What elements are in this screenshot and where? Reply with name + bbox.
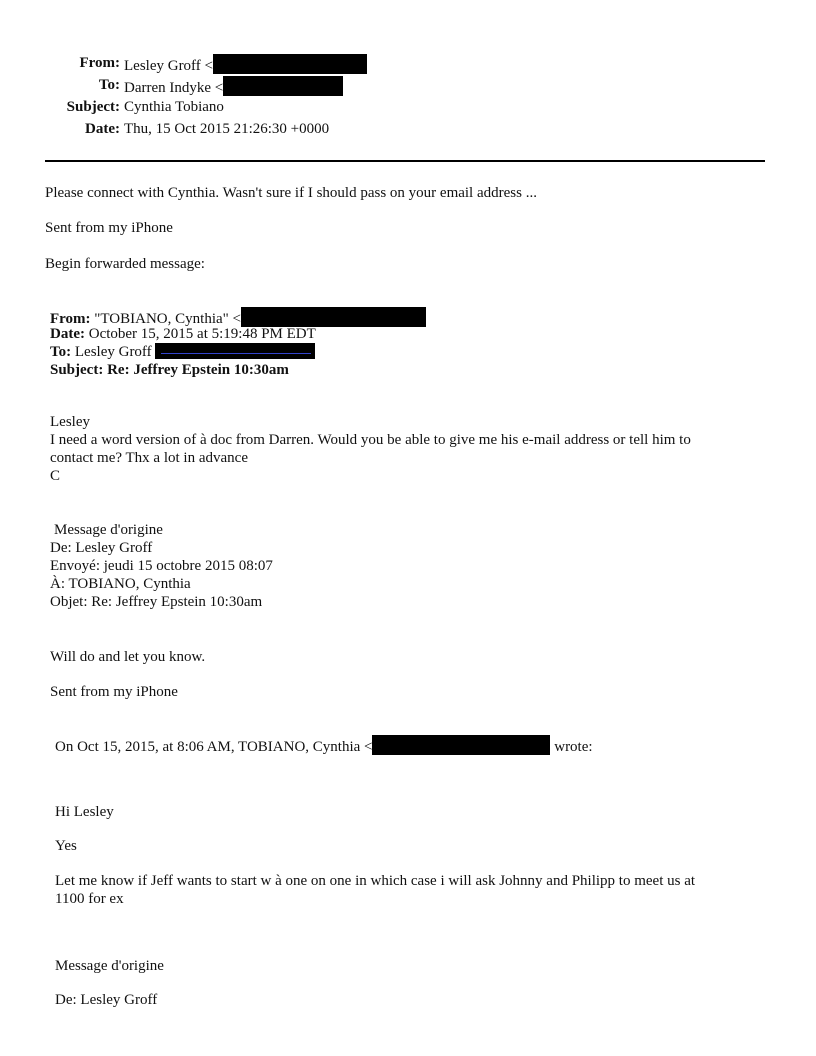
to-text: Darren Indyke < (124, 80, 224, 96)
quoted-yes: Yes (55, 838, 77, 854)
date-label: Date: (85, 121, 120, 137)
redaction-box (223, 76, 343, 96)
orig-heading: Message d'origine (54, 522, 163, 538)
begin-forwarded-line: Begin forwarded message: (45, 256, 205, 272)
fwd-to (50, 343, 311, 361)
fwd-subject (50, 361, 289, 379)
orig-a: À: TOBIANO, Cynthia (50, 576, 191, 592)
subject-label: Subject: (66, 99, 120, 115)
link-underline (161, 353, 311, 354)
from-label: From: (79, 55, 120, 71)
fwd-date (50, 325, 316, 343)
orig-objet: Objet: Re: Jeffrey Epstein 10:30am (50, 594, 263, 610)
redaction-box (213, 54, 367, 74)
sent-from-line: Sent from my iPhone (45, 220, 173, 236)
fwd-date-label: Date: (50, 326, 85, 342)
orig-envoye: Envoyé: jeudi 15 octobre 2015 08:07 (50, 558, 273, 574)
from-text: Lesley Groff < (124, 58, 213, 74)
orig-de: De: Lesley Groff (50, 540, 153, 556)
quoted-line: 1100 for ex (55, 891, 124, 907)
date-value: Thu, 15 Oct 2015 21:26:30 +0000 (124, 121, 330, 137)
from-value (124, 54, 367, 75)
redaction-box (155, 343, 315, 359)
quoted-wrote: wrote: (554, 739, 593, 755)
orig-reply: Will do and let you know. (50, 649, 206, 665)
quoted-on-text: On Oct 15, 2015, at 8:06 AM, TOBIANO, Cynthia < (55, 739, 373, 755)
quoted-hi: Hi Lesley (55, 804, 114, 820)
fwd-to-text: Lesley Groff (74, 344, 152, 360)
quoted-line: Let me know if Jeff wants to start w à one on one in which case i will ask Johnny and Philipp to meet us at (55, 873, 696, 889)
fwd-date-text: October 15, 2015 at 5:19:48 PM EDT (88, 326, 316, 342)
fwd-message-line: contact me? Thx a lot in advance (50, 450, 248, 466)
fwd-from-label: From: (50, 311, 91, 327)
quoted-on-line (55, 735, 593, 756)
header-divider (45, 160, 765, 162)
redaction-box (241, 307, 426, 327)
fwd-signoff: C (50, 468, 61, 484)
fwd-to-label: To: (50, 344, 72, 360)
redaction-box (372, 735, 550, 755)
fwd-message-line: I need a word version of à doc from Darren. Would you be able to give me his e-mail address or tell him to (50, 432, 691, 448)
quoted-orig-heading: Message d'origine (55, 958, 164, 974)
fwd-from-text: "TOBIANO, Cynthia" < (94, 311, 241, 327)
to-value (124, 76, 343, 97)
fwd-greeting: Lesley (50, 414, 90, 430)
body-line: Please connect with Cynthia. Wasn't sure if I should pass on your email address ... (45, 185, 537, 201)
orig-sent-from: Sent from my iPhone (50, 684, 178, 700)
fwd-subject-text: Re: Jeffrey Epstein 10:30am (107, 362, 289, 378)
to-label: To: (98, 77, 120, 93)
fwd-subject-label: Subject: (50, 362, 104, 378)
subject-value: Cynthia Tobiano (124, 99, 224, 115)
quoted-orig-de: De: Lesley Groff (55, 992, 158, 1008)
